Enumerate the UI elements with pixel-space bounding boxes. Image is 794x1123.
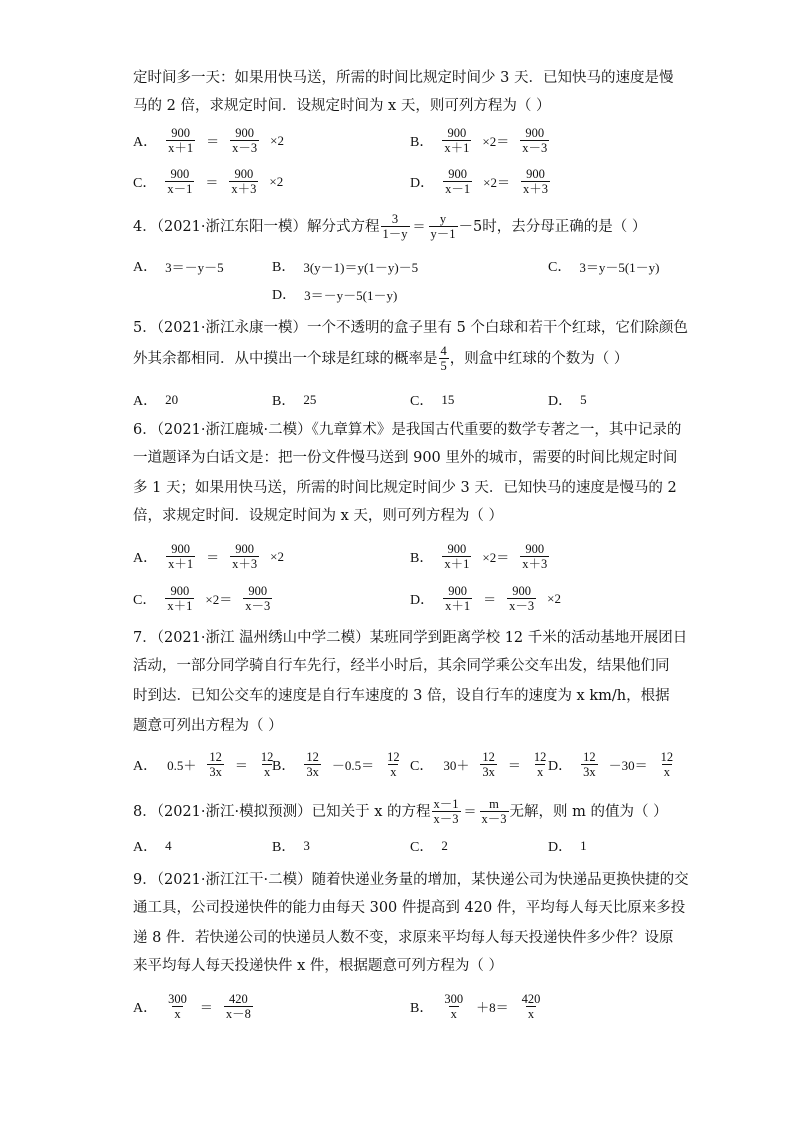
fraction: $\frac{300}{x}$ (444, 992, 464, 1021)
fraction: $\frac{12}{x}$ (660, 750, 674, 779)
q8-option-b[interactable]: B． 3 (272, 838, 310, 855)
q7-text-line4: 题意可列出方程为（ ） (133, 718, 283, 734)
q4-stem: 4．（2021·浙江东阳一模）解分式方程 $\frac{3}{1-y}$ ＝ $\frac{y}{y-1}$ －5时，去分母正确的是（ ） (133, 212, 647, 241)
q5-option-c[interactable]: C． 15 (410, 392, 455, 409)
fraction: $\frac{900}{x-3}$ (522, 126, 548, 155)
q3-option-d[interactable]: D． $\frac{900}{x-1}$ ×2＝ $\frac{900}{x+3}$ (410, 167, 548, 196)
fraction: $\frac{12}{3x}$ (209, 750, 222, 779)
q9-text-line3: 递 8 件．若快递公司的快递员人数不变，求原来平均每人每天投递快件多少件？设原 (133, 930, 674, 946)
fraction: $\frac{900}{x+1}$ (168, 126, 194, 155)
q6-option-b[interactable]: B． $\frac{900}{x+1}$ ×2＝ $\frac{900}{x+3}$ (410, 542, 548, 571)
fraction: $\frac{900}{x+3}$ (522, 167, 548, 196)
q4-option-c[interactable]: C． 3＝y－5(1－y) (548, 259, 660, 275)
q3-option-c[interactable]: C． $\frac{900}{x-1}$ ＝ $\frac{900}{x+3}$ ×2 (133, 167, 284, 196)
q5-option-d[interactable]: D． 5 (548, 392, 587, 409)
q9-text-line2: 通工具，公司投递快件的能力由每天 300 件提高到 420 件，平均每人每天比原来多投 (133, 900, 686, 916)
fraction: $\frac{900}{x+1}$ (445, 584, 471, 613)
fraction: $\frac{900}{x+1}$ (444, 126, 470, 155)
q4-option-d[interactable]: D． 3＝－y－5(1－y) (272, 287, 398, 303)
q5-option-a[interactable]: A． 20 (133, 392, 179, 409)
fraction: $\frac{12}{3x}$ (306, 750, 319, 779)
fraction: $\frac{12}{x}$ (387, 750, 400, 779)
q9-text-line1: 9．（2021·浙江江干·二模）随着快递业务量的增加，某快递公司为快递品更换快捷的交 (133, 872, 689, 888)
q8-option-d[interactable]: D． 1 (548, 838, 587, 855)
q4-option-b[interactable]: B． 3(y－1)＝y(1－y)－5 (272, 259, 419, 275)
q8-option-c[interactable]: C． 2 (410, 838, 448, 855)
q6-option-a[interactable]: A． $\frac{900}{x+1}$ ＝ $\frac{900}{x+3}$ ×2 (133, 542, 285, 571)
fraction: $\frac{m}{x-3}$ (481, 797, 507, 826)
q7-text-line2: 活动，一部分同学骑自行车先行，经半小时后，其余同学乘公交车出发，结果他们同 (133, 658, 670, 674)
q3-option-b[interactable]: B． $\frac{900}{x+1}$ ×2＝ $\frac{900}{x-3}$ (410, 126, 548, 155)
fraction: $\frac{12}{3x}$ (583, 750, 596, 779)
fraction: $\frac{12}{x}$ (533, 750, 547, 779)
fraction: $\frac{12}{3x}$ (482, 750, 495, 779)
q3-text-line1: 定时间多一天：如果用快马送，所需的时间比规定时间少 3 天．已知快马的速度是慢 (133, 70, 674, 86)
fraction: $\frac{420}{x}$ (521, 992, 541, 1021)
fraction: $\frac{420}{x-8}$ (225, 992, 251, 1021)
q7-option-b[interactable]: B． $\frac{12}{3x}$ －0.5＝ $\frac{12}{x}$ (272, 750, 400, 779)
fraction: $\frac{4}{5}$ (440, 344, 447, 373)
q5-text-line1: 5．（2021·浙江永康一模）一个不透明的盒子里有 5 个白球和若干个红球，它们除颜色 (133, 320, 688, 336)
fraction: $\frac{y}{y-1}$ (430, 212, 456, 241)
fraction: $\frac{900}{x+3}$ (231, 167, 257, 196)
q9-option-b[interactable]: B． $\frac{300}{x}$ ＋8＝ $\frac{420}{x}$ (410, 992, 541, 1021)
fraction: $\frac{900}{x+3}$ (522, 542, 548, 571)
q6-option-d[interactable]: D． $\frac{900}{x+1}$ ＝ $\frac{900}{x-3}$ ×2 (410, 584, 562, 613)
fraction: $\frac{12}{x}$ (260, 750, 274, 779)
q3-option-a[interactable]: A． $\frac{900}{x+1}$ ＝ $\frac{900}{x-3}$ ×2 (133, 126, 285, 155)
fraction: $\frac{900}{x-3}$ (245, 584, 271, 613)
q7-option-d[interactable]: D． $\frac{12}{3x}$ －30＝ $\frac{12}{x}$ (548, 750, 674, 779)
fraction: $\frac{900}{x+1}$ (168, 542, 194, 571)
fraction: $\frac{900}{x+1}$ (444, 542, 470, 571)
q3-text-line2: 马的 2 倍，求规定时间．设规定时间为 x 天，则可列方程为（ ） (133, 98, 551, 114)
q6-option-c[interactable]: C． $\frac{900}{x+1}$ ×2＝ $\frac{900}{x-3}$ (133, 584, 271, 613)
q7-text-line3: 时到达．已知公交车的速度是自行车速度的 3 倍，设自行车的速度为 x km/h，根据 (133, 688, 670, 704)
fraction: $\frac{900}{x-3}$ (509, 584, 535, 613)
q5-text-line2: 外其余都相同．从中摸出一个球是红球的概率是 $\frac{4}{5}$ ，则盒中红球的个数为（ ） (133, 344, 629, 373)
fraction: $\frac{900}{x+1}$ (167, 584, 193, 613)
fraction: $\frac{x-1}{x-3}$ (433, 797, 459, 826)
q8-option-a[interactable]: A． 4 (133, 838, 172, 855)
q5-option-b[interactable]: B． 25 (272, 392, 317, 409)
q6-text-line2: 一道题译为白话文是：把一份文件慢马送到 900 里外的城市，需要的时间比规定时间 (133, 450, 678, 466)
fraction: $\frac{900}{x-1}$ (167, 167, 193, 196)
q7-option-c[interactable]: C． 30＋ $\frac{12}{3x}$ ＝ $\frac{12}{x}$ (410, 750, 547, 779)
q7-option-a[interactable]: A． 0.5＋ $\frac{12}{3x}$ ＝ $\frac{12}{x}$ (133, 750, 274, 779)
q6-text-line3: 多 1 天；如果用快马送，所需的时间比规定时间少 3 天．已知快马的速度是慢马的 2 (133, 480, 677, 496)
fraction: $\frac{900}{x+3}$ (232, 542, 258, 571)
fraction: $\frac{300}{x}$ (168, 992, 187, 1021)
q8-stem: 8．（2021·浙江·模拟预测）已知关于 x 的方程 $\frac{x-1}{x-3}$ ＝ $\frac{m}{x-3}$ 无解，则 m 的值为（ ） (133, 797, 668, 826)
fraction: $\frac{900}{x-3}$ (232, 126, 258, 155)
q4-option-a[interactable]: A． 3＝－y－5 (133, 259, 224, 275)
q9-option-a[interactable]: A． $\frac{300}{x}$ ＝ $\frac{420}{x-8}$ (133, 992, 251, 1021)
q9-text-line4: 来平均每人每天投递快件 x 件，根据题意可列方程为（ ） (133, 958, 504, 974)
q6-text-line1: 6．（2021·浙江鹿城·二模）《九章算术》是我国古代重要的数学专著之一，其中记录的 (133, 422, 682, 438)
q6-text-line4: 倍，求规定时间．设规定时间为 x 天，则可列方程为（ ） (133, 508, 504, 524)
fraction: $\frac{3}{1-y}$ (382, 212, 408, 241)
q7-text-line1: 7．（2021·浙江 温州绣山中学二模）某班同学到距离学校 12 千米的活动基地开展团日 (133, 630, 688, 646)
fraction: $\frac{900}{x-1}$ (445, 167, 471, 196)
